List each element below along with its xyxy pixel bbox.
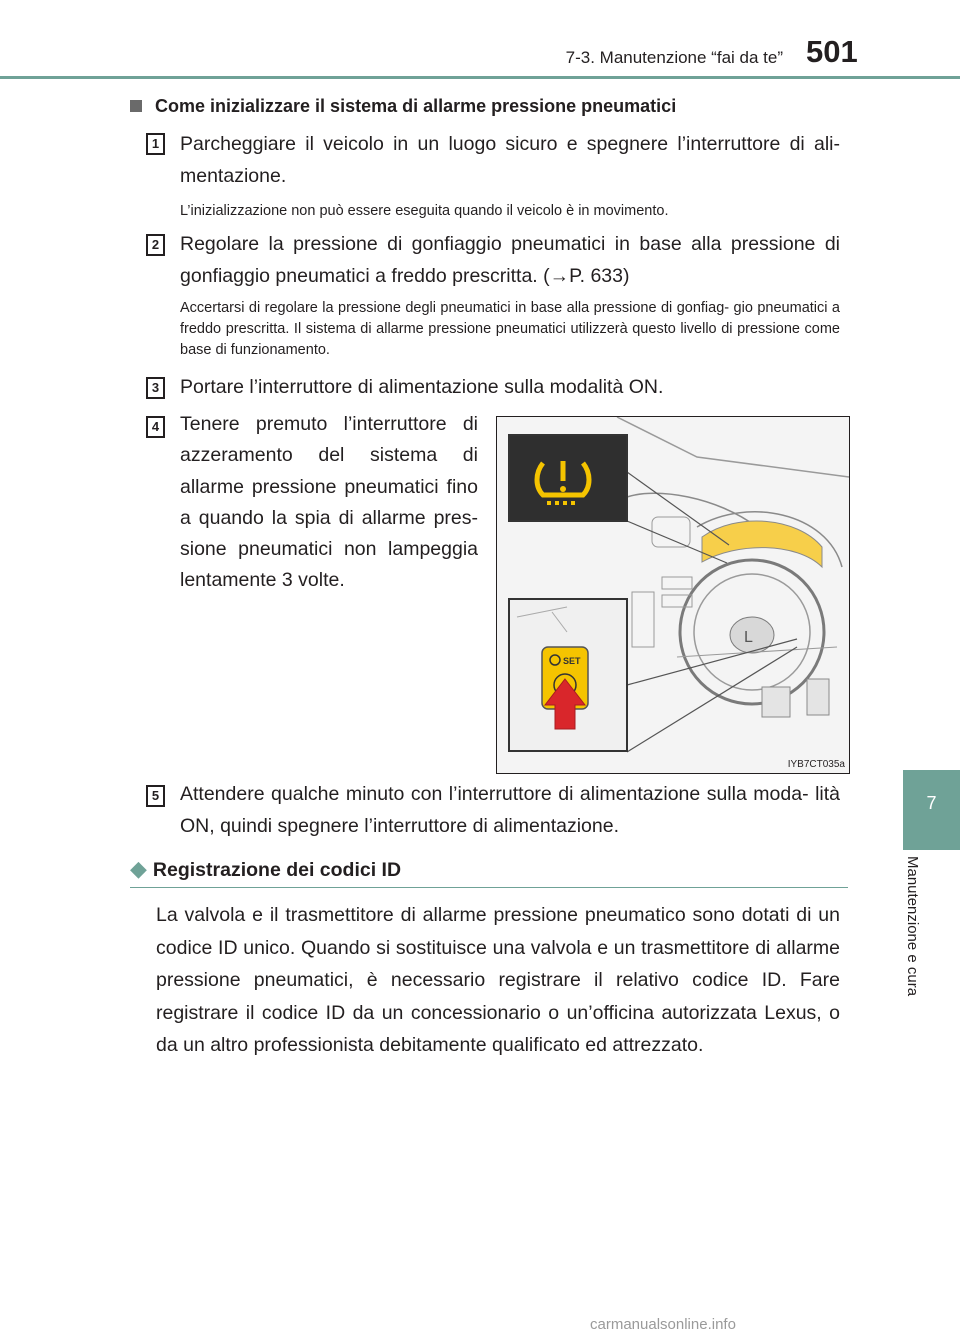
step-4-text: Tenere premuto l’interruttore di azzeramento del sistema di allarme pressione pneumatici fino a quando la spia di allarme pres- sione pneumatici non lampeggia lentamente 3 volte. <box>180 413 478 592</box>
dashboard-illustration <box>496 416 850 774</box>
chapter-tab-number: 7 <box>926 793 937 813</box>
square-bullet-icon <box>130 100 142 112</box>
step-1-note: L’inizializzazione non può essere eseguita quando il veicolo è in movimento. <box>180 203 669 219</box>
step-1-text: Parcheggiare il veicolo in un luogo sicuro e spegnere l’interruttore di ali- mentazione. <box>180 133 840 187</box>
step-number-5: 5 <box>146 785 165 807</box>
body-paragraph: La valvola e il trasmettitore di allarme pressione pneumatico sono dotati di un codice ID unico. Quando si sostituisce una valvola e un trasmettitore di allarme pressione pneumatici, è necessario registrare il relativo codice ID. Fare registrare il codice ID da un concessionario o un’officina autorizzata Lexus, o da un altro professionista debitamente qualificato ed attrezzato. <box>156 904 840 1056</box>
section-heading-text: Come inizializzare il sistema di allarme pressione pneumatici <box>155 96 677 116</box>
chapter-side-label-text: Manutenzione e cura <box>904 856 921 997</box>
page-number: 501 <box>806 34 858 69</box>
diamond-bullet-icon: ◆ <box>130 856 147 881</box>
chapter-side-label <box>895 856 925 1066</box>
step-number-2: 2 <box>146 234 165 256</box>
header-section-title: 7-3. Manutenzione “fai da te” <box>565 48 783 67</box>
figure-code: IYB7CT035a <box>787 759 845 770</box>
section-heading <box>130 96 676 117</box>
dashboard-drawing <box>497 417 849 773</box>
step-2-note: Accertarsi di regolare la pressione degli pneumatici in base alla pressione di gonfiag- gio pneumatici a freddo prescritta. Il sistema di allarme pressione pneumatici utilizzerà questo livello di pressione come base di funzionamento. <box>180 300 840 358</box>
header-rule <box>0 76 960 79</box>
watermark: carmanualsonline.info <box>590 1316 736 1333</box>
subheading <box>130 856 401 882</box>
set-button-label: SET <box>563 656 581 666</box>
step-2-text: Regolare la pressione di gonfiaggio pneumatici in base alla pressione di gonfiaggio pneumatici a freddo prescritta. (→P. 633) <box>180 233 840 287</box>
step-5-text: Attendere qualche minuto con l’interruttore di alimentazione sulla moda- lità ON, quindi spegnere l’interruttore di alimentazione. <box>180 783 840 837</box>
subheading-rule <box>130 887 848 888</box>
subheading-text: Registrazione dei codici ID <box>152 859 402 881</box>
step-number-4: 4 <box>146 416 165 438</box>
step-3-text: Portare l’interruttore di alimentazione sulla modalità ON. <box>180 376 664 398</box>
step-number-3: 3 <box>146 377 165 399</box>
step-number-1: 1 <box>146 133 165 155</box>
svg-text:L: L <box>744 629 753 646</box>
